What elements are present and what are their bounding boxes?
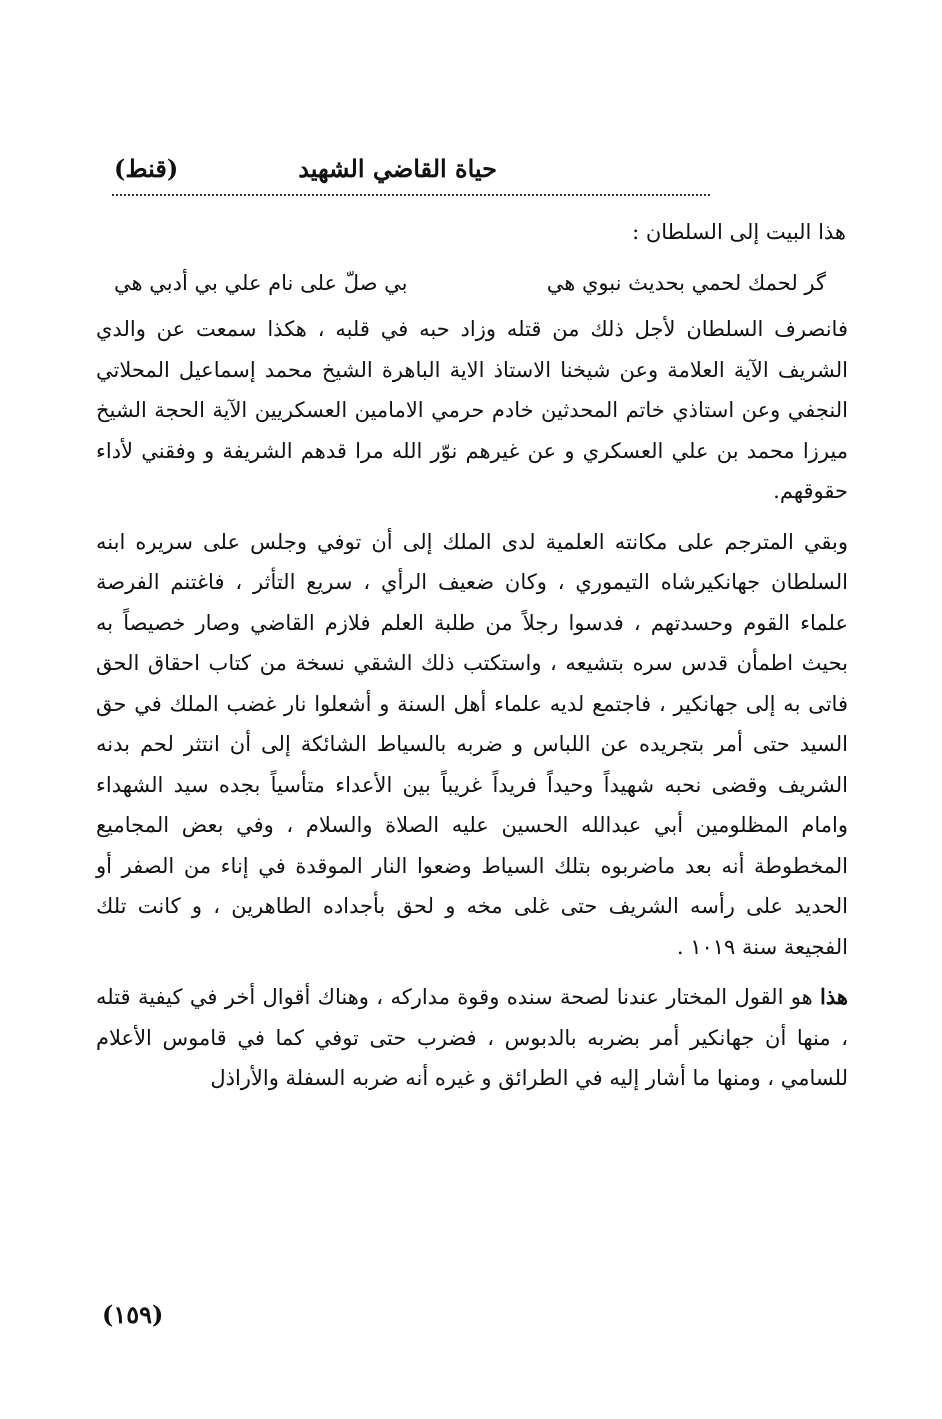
poetry-verse [96,263,848,304]
page-number: (١٥٩) [102,1300,164,1329]
paragraph-2 [96,522,848,968]
intro-line: هذا البيت إلى السلطان : [632,220,846,244]
paragraph-2-text: وبقي المترجم على مكانته العلمية لدى الملك إلى أن توفي وجلس على سريره ابنه السلطان جهانكيرشاه التيموري ، وكان ضعيف الرأي ، سريع التأثر ، فاغتنم الفرصة علماء القوم وحسدتهم ، فدسوا رجلاً من طلبة العلم فلازم القاضي وصار خصيصاً به بحيث اطمأن قدس سره بتشيعه ، واستكتب ذلك الشقي نسخة من كتاب احقاق الحق فاتى به إلى جهانكير ، فاجتمع لديه علماء أهل السنة و أشعلوا نار غضب الملك في حق السيد حتى أمر بتجريده عن اللباس و ضربه بالسياط الشائكة إلى أن انتثر لحم بدنه الشريف وقضى نحبه شهيداً وحيداً فريداً غريباً بين الأعداء متأسياً بجده سيد الشهداء وامام المظلومين أبي عبدالله الحسين عليه الصلاة والسلام ، وفي بعض المجاميع المخطوطة أنه بعد ماضربوه بتلك السياط وضعوا النار الموقدة في إناء من الصفر أو الحديد على رأسه الشريف حتى غلى مخه و لحق بأجداده الطاهرين ، و كانت تلك الفجيعة سنة ١٠١٩ . [96,529,849,959]
paragraph-3-text: هو القول المختار عندنا لصحة سنده وقوة مداركه ، وهناك أقوال أخر في كيفية قتله ، منها أن جهانكير أمر بضربه بالدبوس ، فضرب حتى توفي كما في قاموس الأعلام للسامي ، ومنها ما أشار إليه في الطرائق و غيره أنه ضربه السفلة والأراذل [96,985,848,1090]
paragraph-3-lead: هذا [820,984,848,1009]
body-text [96,212,848,1109]
verse-second-hemistich: بي صلّ على نام علي بي أدبي هي [114,270,408,295]
running-header [110,150,842,192]
header-section-number: (قنط) [114,154,179,183]
verse-first-hemistich: گر لحمك لحمي بحديث نبوي هي [546,270,826,295]
header-divider [112,194,710,196]
paragraph-1-text: فانصرف السلطان لأجل ذلك من قتله وزاد حبه في قلبه ، هكذا سمعت عن والدي الشريف الآية العلامة وعن شيخنا الاستاذ الاية الباهرة الشيخ محمد إسماعيل المحلاتي النجفي وعن استاذي خاتم المحدثين خادم حرمي الامامين العسكريين الآية الحجة الشيخ ميرزا محمد بن علي العسكري و عن غيرهم نوّر الله مرا قدهم الشريفة و وفقني لأداء حقوقهم. [96,317,848,503]
paragraph-1 [96,309,848,512]
header-title: حياة القاضي الشهيد [298,154,497,183]
paragraph-3 [96,977,848,1099]
